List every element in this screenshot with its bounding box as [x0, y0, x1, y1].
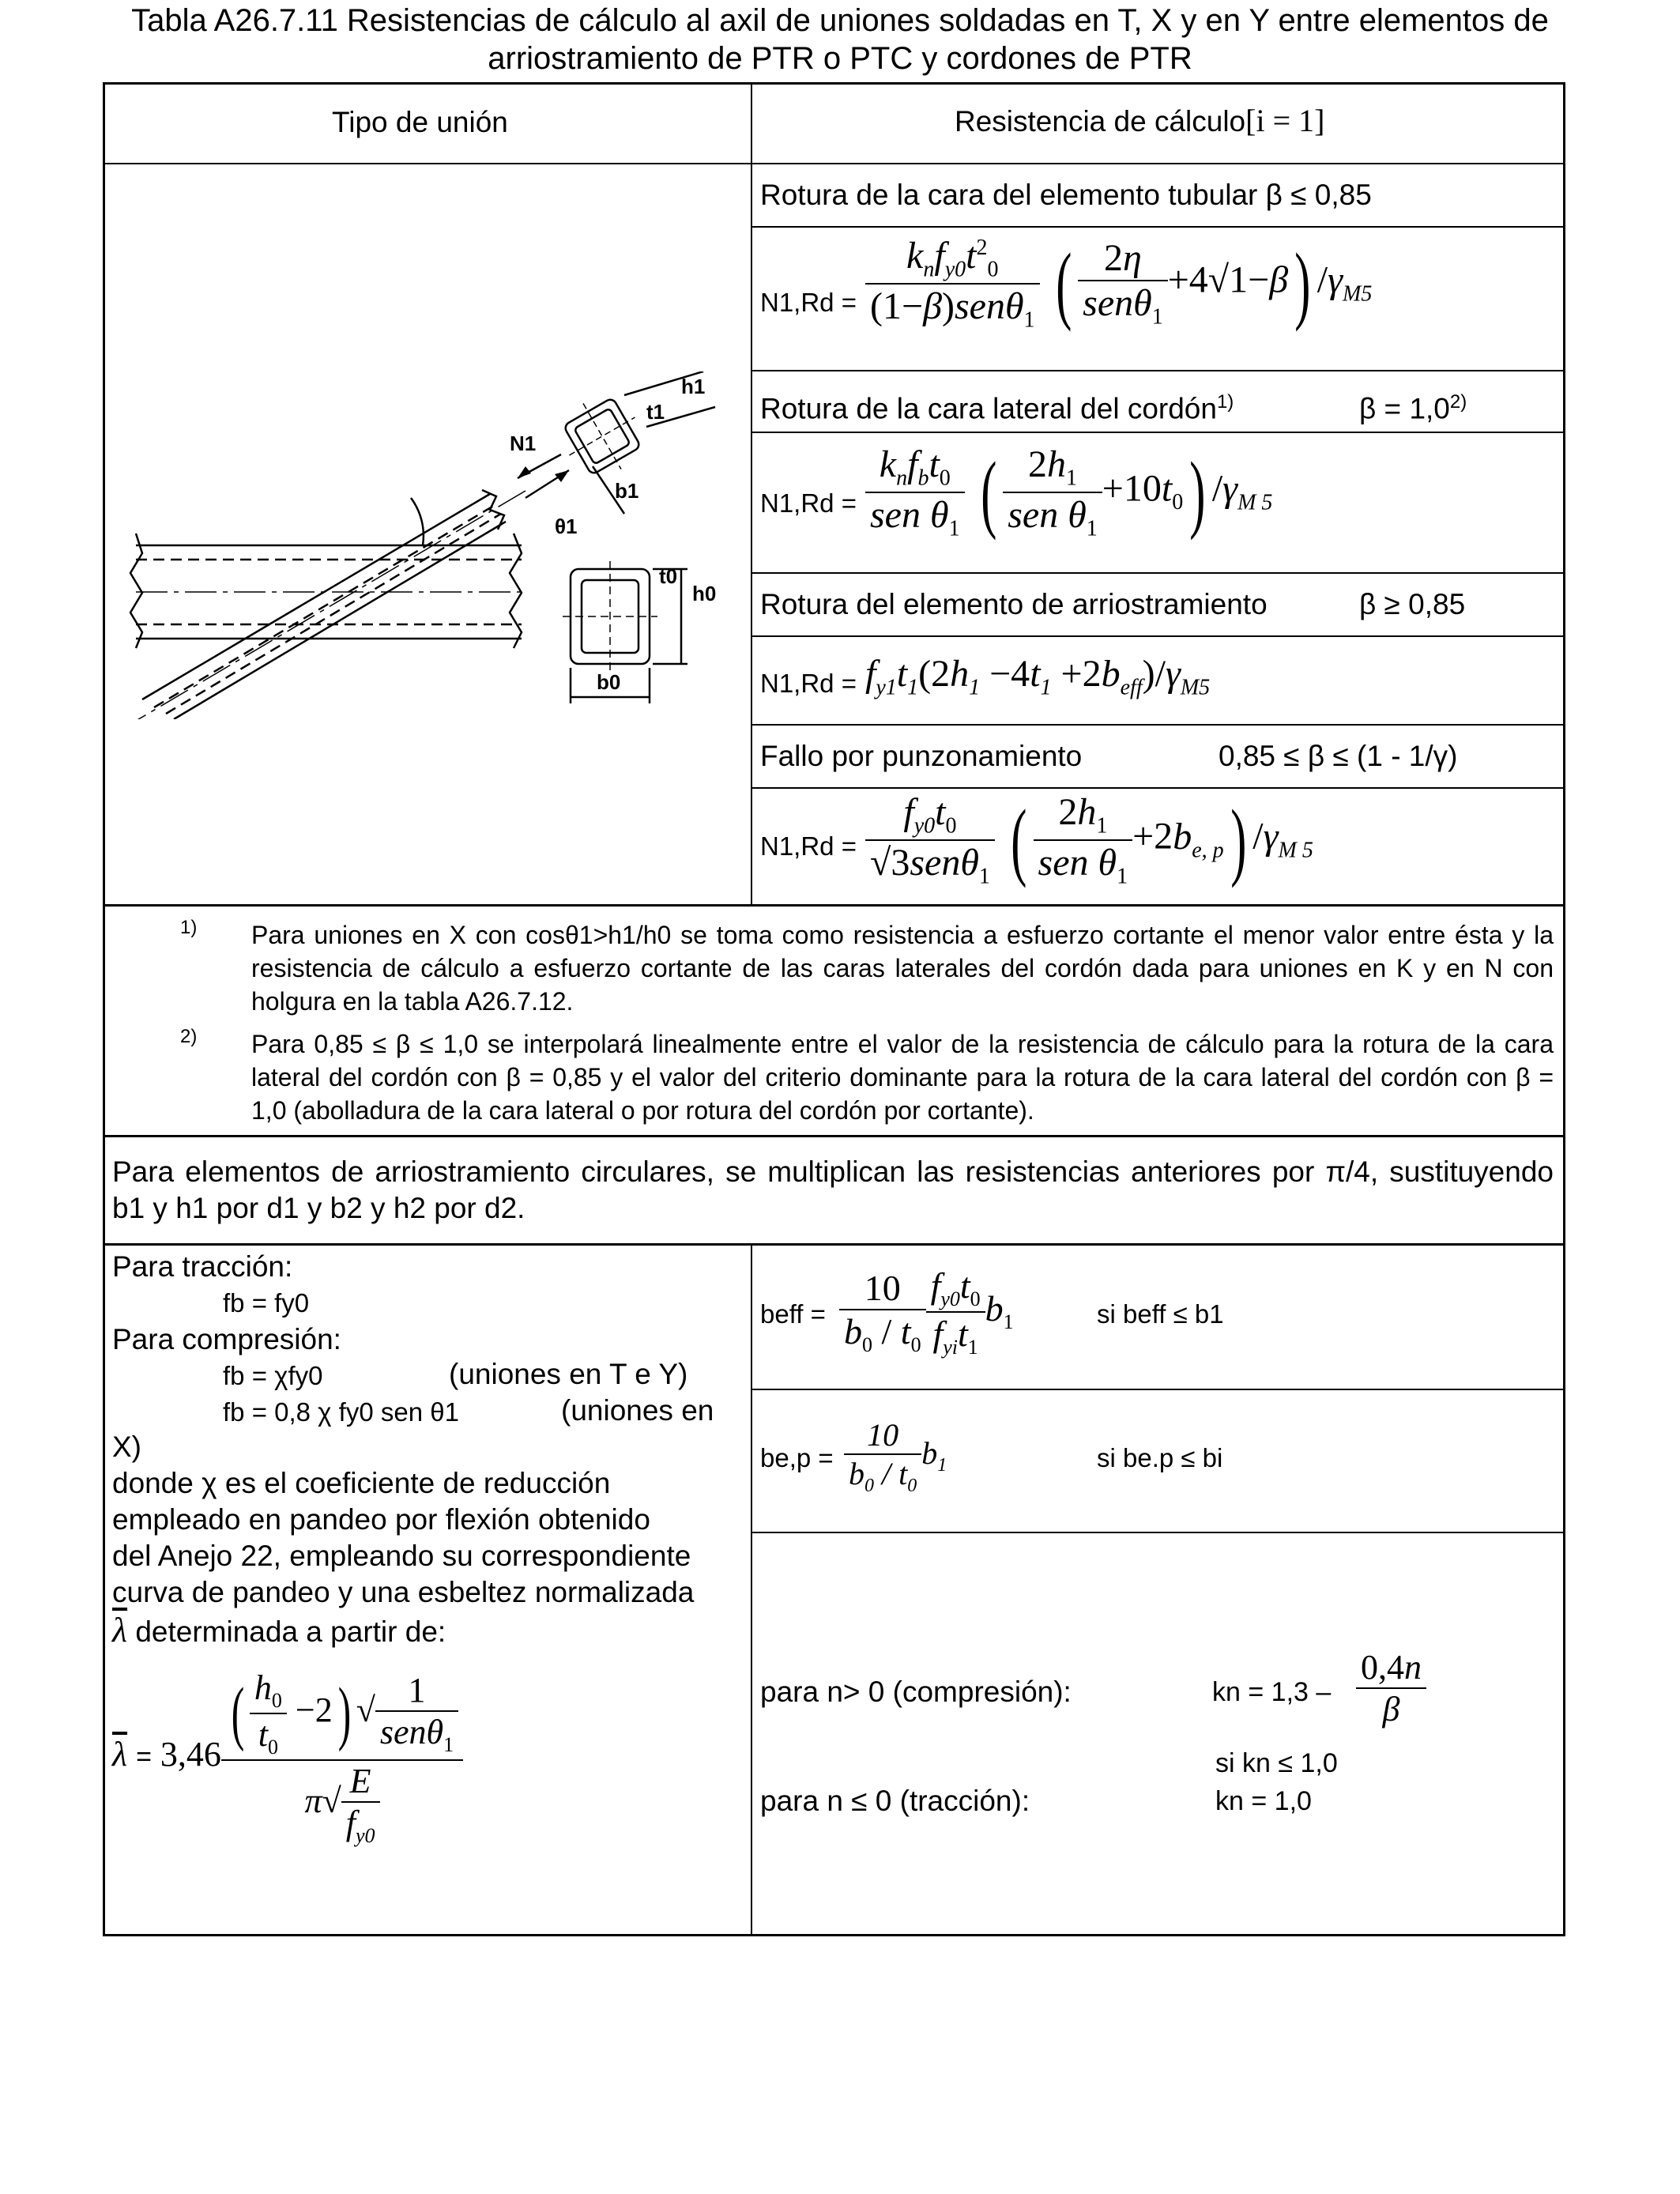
- joint-diagram: [119, 371, 743, 719]
- fig-label-b1: b1: [615, 479, 639, 503]
- column-divider-bottom: [751, 1243, 752, 1936]
- bep-condition: si be.p ≤ bi: [1097, 1443, 1223, 1472]
- row-label-punzonamiento: Fallo por punzonamiento: [760, 740, 1083, 772]
- row-condition-arriostramiento: β ≥ 0,85: [1359, 588, 1466, 620]
- section-line: [103, 1243, 1565, 1246]
- desc-line: empleado en pandeo por flexión obtenido: [112, 1503, 650, 1536]
- table-title: Tabla A26.7.11 Resistencias de cálculo al axil de uniones soldadas en T, X y en Y entre elementos de arriostramiento de PTR o PTC y cordones de PTR: [131, 3, 1549, 76]
- fb-compresion-2-note2: X): [112, 1431, 141, 1463]
- formula-prefix: N1,Rd =: [760, 288, 857, 317]
- formula-cara-tubular: $\frac{k_nf_{y0}t^2_0}{(1-\beta)sen\theta_1}$ ( $\frac{2\eta}{sen\theta_1}$ +4√1−β) $/\gamma_{M5}$: [865, 234, 1372, 333]
- row-condition-beta1-text: β = 1,0: [1359, 392, 1450, 425]
- beff-formula: $\frac{10}{b_0 / t_0}$ $\frac{f_{y0}t_0}{f_{yi}t_1}$ $b_1$: [839, 1265, 1014, 1359]
- fig-label-h1: h1: [681, 375, 706, 398]
- lambda-symbol: $\overline{\lambda}$: [112, 1611, 128, 1649]
- kn-traccion-formula: kn = 1,0: [1215, 1786, 1312, 1816]
- kn-compresion-fraction: $\frac{0,4n}{\beta}$: [1356, 1647, 1426, 1729]
- footnote-number: 2): [180, 1026, 198, 1047]
- kn-traccion-label: para n ≤ 0 (tracción):: [760, 1785, 1030, 1817]
- row-line: [751, 635, 1565, 637]
- beff-label: beff =: [760, 1299, 826, 1329]
- lambda-line: [112, 1612, 446, 1650]
- fig-label-b0: b0: [597, 670, 621, 694]
- desc-line: curva de pandeo y una esbeltez normalizada: [112, 1576, 695, 1608]
- row-line: [751, 724, 1565, 726]
- lambda-formula: $\overline{\lambda} = 3,46$ ( $\frac{h_0}{t_0}$ −2) √ $\frac{1}{sen\theta_1}$ π√ $\frac{E}{f_{y0}}$: [112, 1668, 463, 1847]
- row-line: [751, 1532, 1565, 1533]
- formula-arriostramiento: $f_{y1}t_1(2h_1 -4t_1 +2b_{eff})/\gamma_{M5}$: [865, 653, 1211, 700]
- footnote-text: Para uniones en X con cosθ1>h1/h0 se toma como resistencia a esfuerzo cortante el menor valor entre ésta y la resistencia de cálculo a esfuerzo cortante de las caras laterales del cordón dada para uniones en K y en N con holgura en la tabla A26.7.12.: [251, 921, 1554, 1016]
- table-border-right: [1563, 82, 1565, 1936]
- row-condition-beta1: [1359, 384, 1467, 427]
- fig-label-t0: t0: [659, 564, 678, 588]
- header-col-resistencia-label: Resistencia de cálculo: [955, 105, 1246, 138]
- footnote-ref-1: 1): [1216, 391, 1234, 413]
- label-traccion: Para tracción:: [112, 1250, 293, 1283]
- header-col-resistencia-math: [i = 1]: [1245, 103, 1325, 138]
- column-divider-top: [751, 82, 752, 906]
- label-compresion: Para compresión:: [112, 1323, 341, 1355]
- bep-formula: $\frac{10}{b_0 / t_0}$ $b_1$: [844, 1416, 947, 1497]
- row-label-cara-lateral: [760, 384, 1234, 427]
- fb-compresion-2: fb = 0,8 χ fy0 sen θ1: [223, 1397, 459, 1427]
- fb-compresion-1-note: (uniones en T e Y): [449, 1358, 688, 1390]
- beff-condition: si beff ≤ b1: [1097, 1299, 1224, 1329]
- desc-line: donde χ es el coeficiente de reducción: [112, 1467, 611, 1499]
- formula-prefix: N1,Rd =: [760, 488, 857, 518]
- formula-prefix: N1,Rd =: [760, 831, 857, 861]
- header-divider: [103, 163, 1565, 164]
- row-line: [751, 787, 1565, 789]
- kn-compresion-formula: kn = 1,3 –: [1212, 1677, 1332, 1707]
- lambda-coefficient: 3,46: [160, 1734, 221, 1774]
- fig-label-t1: t1: [646, 400, 665, 424]
- bep-label: be,p =: [760, 1443, 834, 1472]
- formula-prefix: N1,Rd =: [760, 669, 857, 698]
- row-label-cara-lateral-text: Rotura de la cara lateral del cordón: [760, 392, 1217, 425]
- fb-traccion: fb = fy0: [223, 1288, 310, 1318]
- row-label-arriostramiento: Rotura del elemento de arriostramiento: [760, 588, 1268, 620]
- fig-label-h0: h0: [692, 582, 717, 605]
- row-label-cara-tubular: Rotura de la cara del elemento tubular β ≤ 0,85: [760, 179, 1372, 211]
- circular-note: Para elementos de arriostramiento circulares, se multiplican las resistencias anteriores por π/4, sustituyendo b1 y h1 por d1 y b2 y h2 por d2.: [112, 1155, 1554, 1224]
- header-col-resistencia: [955, 103, 1324, 140]
- lambda-text: determinada a partir de:: [135, 1615, 446, 1648]
- fb-compresion-1: fb = χfy0: [223, 1361, 323, 1390]
- table-border-bottom: [103, 1934, 1565, 1936]
- formula-cara-lateral: $\frac{k_nf_bt_0}{sen \theta_1}$ ( $\frac{2h_1}{sen \theta_1}$ $+10t_0$) $/\gamma_{M 5}$: [865, 443, 1272, 541]
- fb-compresion-2-note: (uniones en: [561, 1394, 714, 1427]
- section-line: [103, 904, 1565, 907]
- formula-punzonamiento: $\frac{f_{y0}t_0}{√3sen\theta_1}$ ( $\frac{2h_1}{sen \theta_1}$ $+2b_{e, p}$) $/\gamma_{M 5}$: [865, 790, 1313, 889]
- fig-label-n1: N1: [510, 432, 537, 455]
- footnote-text: Para 0,85 ≤ β ≤ 1,0 se interpolará linealmente entre el valor de la resistencia de cálculo para la rotura de la cara lateral del cordón con β = 0,85 y el valor del criterio dominante para la rotura de la cara lateral del cordón con β = 1,0 (abolladura de la cara lateral o por rotura del cordón por cortante).: [251, 1030, 1554, 1125]
- footnote-ref-2: 2): [1449, 391, 1467, 413]
- row-line: [751, 370, 1565, 371]
- row-line: [751, 432, 1565, 433]
- row-line: [751, 1389, 1565, 1390]
- desc-line: del Anejo 22, empleando su correspondiente: [112, 1540, 691, 1572]
- section-line: [103, 1135, 1565, 1137]
- table-border-left: [103, 82, 105, 1936]
- row-condition-punzonamiento: 0,85 ≤ β ≤ (1 - 1/γ): [1219, 740, 1458, 772]
- table-border-top: [103, 82, 1565, 85]
- kn-compresion-condition: si kn ≤ 1,0: [1215, 1748, 1338, 1778]
- kn-compresion-label: para n> 0 (compresión):: [760, 1676, 1072, 1708]
- header-col-tipo: Tipo de unión: [332, 106, 508, 138]
- footnote-number: 1): [180, 917, 198, 938]
- row-line: [751, 572, 1565, 574]
- row-line: [751, 226, 1565, 228]
- fig-label-theta1: θ1: [555, 515, 578, 538]
